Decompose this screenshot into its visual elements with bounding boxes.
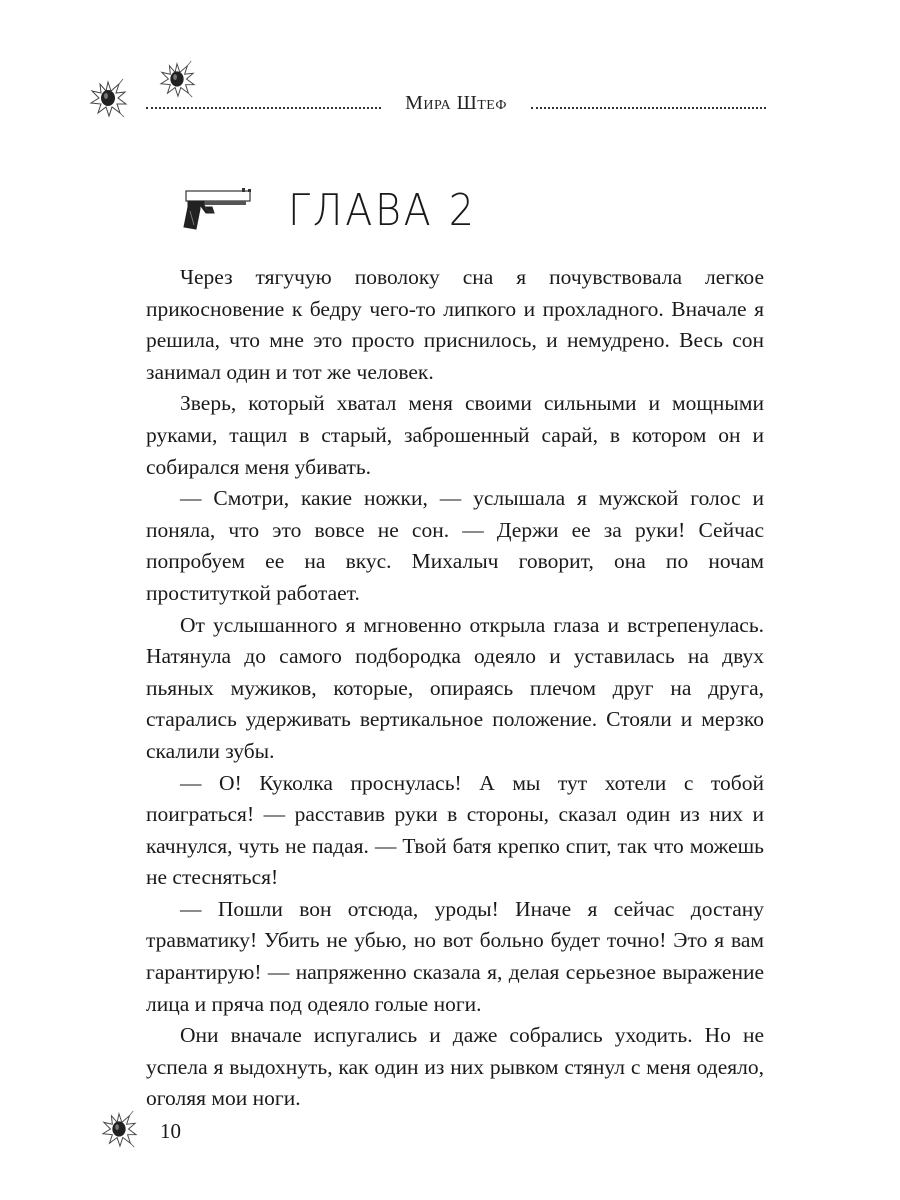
chapter-title: ГЛАВА 2 <box>288 184 477 236</box>
running-header <box>146 88 766 118</box>
dotted-rule-left <box>146 107 381 109</box>
bullet-hole-icon <box>88 78 128 123</box>
chapter-heading <box>180 180 498 240</box>
page-number: 10 <box>160 1119 181 1143</box>
paragraph: — Смотри, какие ножки, — услышала я мужской голос и поняла, что это вовсе не сон. — Держи ее за руки! Сейчас попробуем ее на вкус. Михалыч говорит, она по ночам проституткой работает. <box>146 486 764 605</box>
paragraph: Они вначале испугались и даже собрались уходить. Но не успела я выдохнуть, как один из них рывком стянул с меня одеяло, оголяя мои ноги. <box>146 1023 764 1111</box>
paragraph: Через тягучую поволоку сна я почувствовала легкое прикосновение к бедру чего-то липкого и прохладного. Вначале я решила, что мне это просто приснилось, и немудрено. Весь сон занимал один и тот же человек. <box>146 265 764 384</box>
bullet-hole-icon <box>100 1110 138 1153</box>
page-footer <box>100 1110 181 1153</box>
pistol-icon <box>180 185 258 236</box>
body-text <box>146 262 764 1115</box>
author-name: Мира Штеф <box>405 91 507 114</box>
paragraph: Зверь, который хватал меня своими сильными и мощными руками, тащил в старый, заброшенный сарай, в котором он и собирался меня убивать. <box>146 391 764 479</box>
paragraph: От услышанного я мгновенно открыла глаза и встрепенулась. Натянула до самого подбородка одеяло и уставилась на двух пьяных мужиков, которые, опираясь плечом друг на друга, старались удерживать вертикальное положение. Стояли и мерзко скалили зубы. <box>146 612 764 763</box>
paragraph: — О! Куколка проснулась! А мы тут хотели с тобой поиграться! — расставив руки в стороны, сказал один из них и качнулся, чуть не падая. — Твой батя крепко спит, так что можешь не стесняться! <box>146 770 764 890</box>
dotted-rule-right <box>531 107 766 109</box>
paragraph: — Пошли вон отсюда, уроды! Иначе я сейчас достану травматику! Убить не убью, но вот больно будет точно! Это я вам гарантирую! — напряженно сказала я, делая серьезное выражение лица и пряча под одеяло голые ноги. <box>146 896 764 1016</box>
